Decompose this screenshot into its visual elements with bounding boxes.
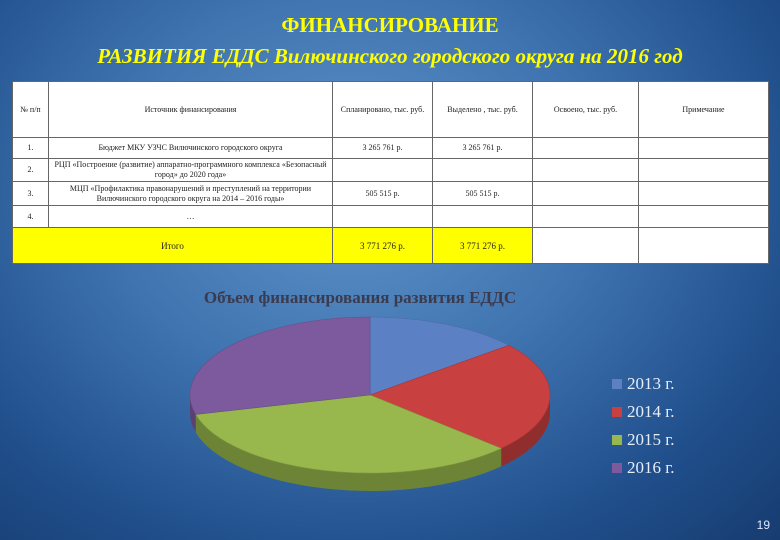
chart-title: Объем финансирования развития ЕДДС — [203, 288, 517, 307]
row-source: РЦП «Построение (развитие) аппаратно-программного комплекса «Безопасный город» до 2020 года» — [49, 159, 333, 182]
legend-label: 2013 г. — [627, 374, 675, 393]
row-source: … — [49, 206, 333, 228]
legend-swatch — [612, 379, 622, 389]
title-line-2: РАЗВИТИЯ ЕДДС Вилючинского городского округа на 2016 год — [97, 44, 683, 68]
row-planned: 505 515 р. — [333, 182, 433, 206]
legend-label: 2016 г. — [627, 458, 675, 477]
row-num: 1. — [13, 138, 49, 159]
legend-label: 2014 г. — [627, 402, 675, 421]
row-allocated: 3 265 761 р. — [433, 138, 533, 159]
header-spent: Освоено, тыс. руб. — [533, 82, 639, 138]
page-number: 19 — [756, 518, 770, 532]
row-planned: 3 265 761 р. — [333, 138, 433, 159]
legend-item-2016 — [612, 454, 675, 482]
legend-swatch — [612, 407, 622, 417]
row-source: МЦП «Профилактика правонарушений и преступлений на территории Вилючинского городского округа на 2014 – 2016 годы» — [49, 182, 333, 206]
header-num: № п/п — [13, 82, 49, 138]
row-num: 2. — [13, 159, 49, 182]
title-line-1: ФИНАНСИРОВАНИЕ — [281, 13, 499, 37]
chart-legend — [612, 370, 675, 482]
header-source: Источник финансирования — [49, 82, 333, 138]
legend-item-2015 — [612, 426, 675, 454]
legend-item-2014 — [612, 398, 675, 426]
header-allocated: Выделено , тыс. руб. — [433, 82, 533, 138]
row-num: 3. — [13, 182, 49, 206]
legend-item-2013 — [612, 370, 675, 398]
row-source: Бюджет МКУ УЗЧС Вилючинского городского округа — [49, 138, 333, 159]
row-num: 4. — [13, 206, 49, 228]
header-planned: Спланировано, тыс. руб. — [333, 82, 433, 138]
row-allocated: 505 515 р. — [433, 182, 533, 206]
legend-label: 2015 г. — [627, 430, 675, 449]
total-planned: 3 771 276 р. — [333, 228, 433, 264]
header-note: Примечание — [639, 82, 769, 138]
legend-swatch — [612, 435, 622, 445]
total-label: Итого — [13, 228, 333, 264]
total-allocated: 3 771 276 р. — [433, 228, 533, 264]
legend-swatch — [612, 463, 622, 473]
